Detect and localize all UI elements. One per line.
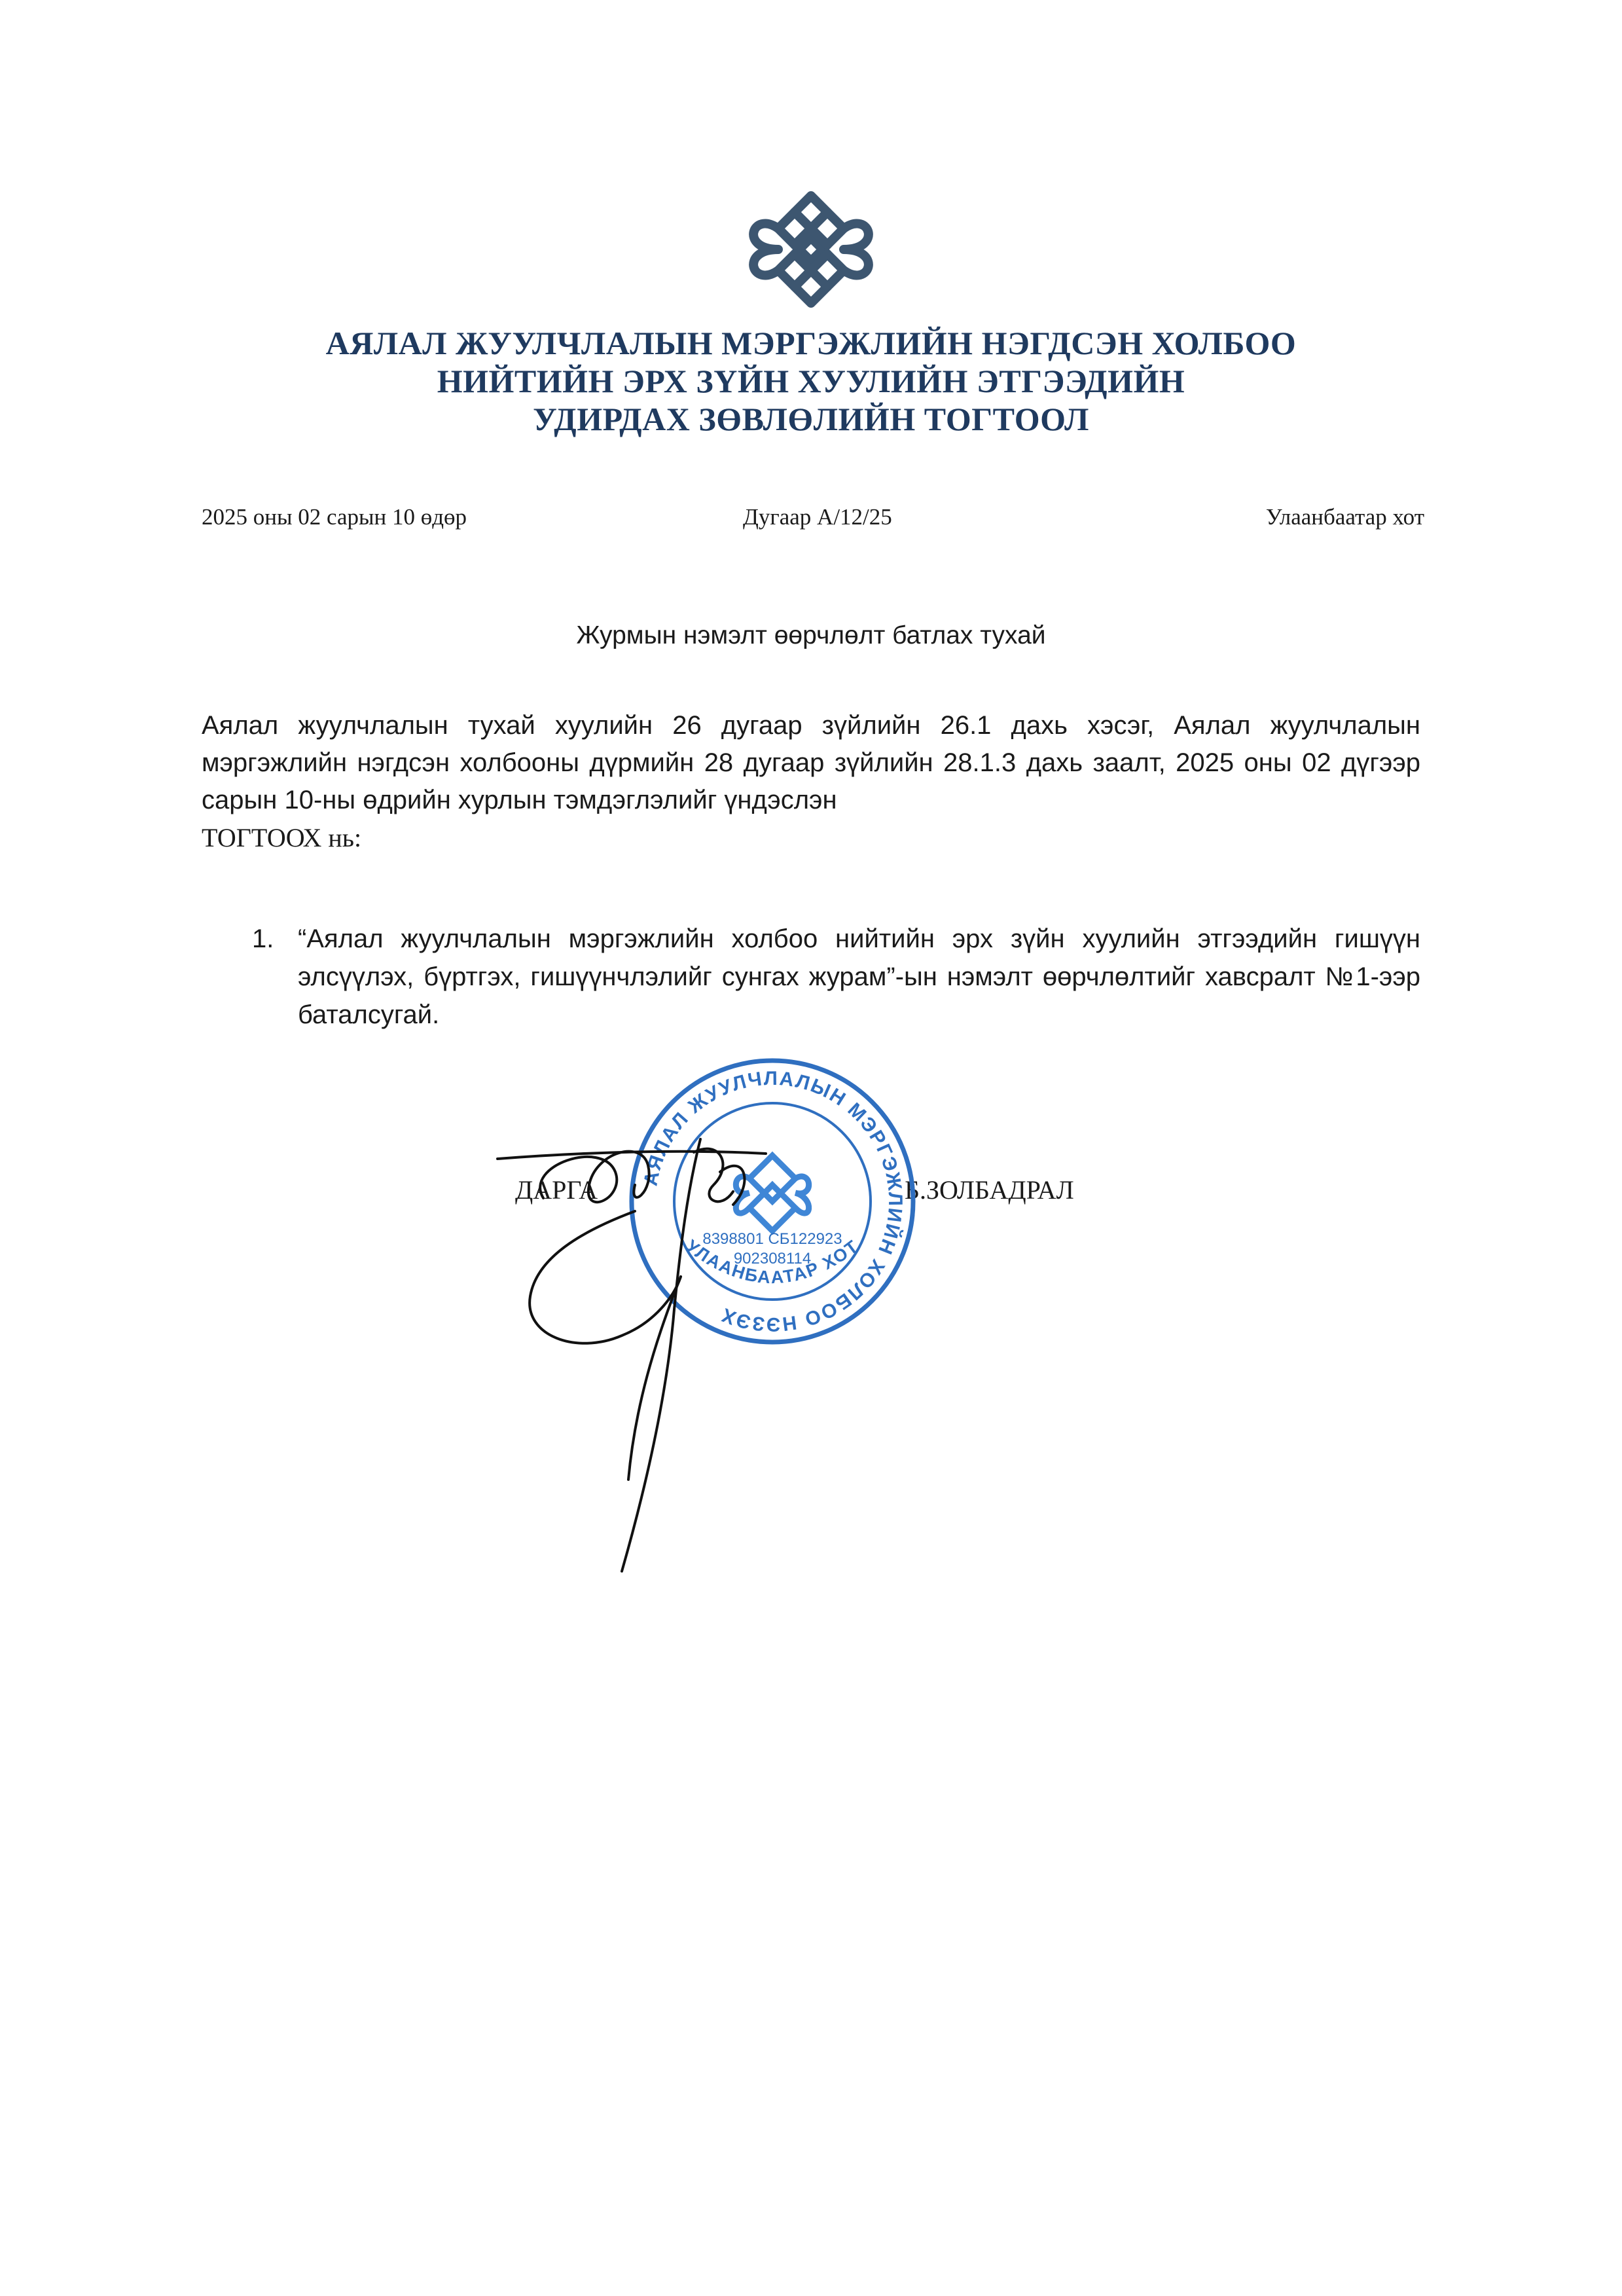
- heading-line-3: УДИРДАХ ЗӨВЛӨЛИЙН ТОГТООЛ: [533, 401, 1089, 437]
- stamp-city-text: УЛААНБААТАР ХОТ: [682, 1235, 863, 1288]
- item-number: 1.: [252, 924, 274, 953]
- stamp-reg-line-2: 902308114: [733, 1250, 812, 1267]
- stamp-ring-text: АЯЛАЛ ЖУУЛЧЛАЛЫН МЭРГЭЖЛИЙН ХОЛБОО НЭЗЭХ: [640, 1067, 907, 1336]
- signatory-name: Б.ЗОЛБАДРАЛ: [905, 1175, 1074, 1205]
- resolution-date: 2025 оны 02 сарын 10 өдөр: [202, 504, 467, 530]
- resolution-item: [252, 920, 1420, 1034]
- official-stamp: [625, 1054, 920, 1349]
- preamble-paragraph: [202, 707, 1420, 857]
- resolution-heading: [196, 324, 1426, 438]
- preamble-closing: ТОГТООХ нь:: [202, 823, 362, 852]
- item-text: “Аялал жуулчлалын мэргэжлийн холбоо нийтийн эрх зүйн хуулийн этгээдийн гишүүн элсүүлэх, бүртгэх, гишүүнчлэлийг сунгах журам”-ын нэмэлт өөрчлөлтийг хавсралт №1-ээр баталсугай.: [298, 924, 1420, 1029]
- resolution-number: Дугаар А/12/25: [743, 504, 892, 530]
- signatory-role: ДАРГА: [515, 1175, 598, 1205]
- stamp-knot-icon: [736, 1156, 808, 1231]
- heading-line-1: АЯЛАЛ ЖУУЛЧЛАЛЫН МЭРГЭЖЛИЙН НЭГДСЭН ХОЛБОО: [325, 325, 1297, 361]
- endless-knot-icon: [732, 184, 890, 315]
- stamp-reg-line-1: 8398801 СБ122923: [702, 1230, 842, 1248]
- preamble-text: Аялал жуулчлалын тухай хуулийн 26 дугаар зүйлийн 26.1 дахь хэсэг, Аялал жуулчлалын мэргэжлийн нэгдсэн холбооны дүрмийн 28 дугаар зүйлийн 28.1.3 дахь заалт, 2025 оны 02 дүгээр сарын 10-ны өдрийн хурлын тэмдэглэлийг үндэслэн: [202, 711, 1420, 814]
- resolution-city: Улаанбаатар хот: [1265, 504, 1424, 530]
- resolution-subject: Журмын нэмэлт өөрчлөлт батлах тухай: [576, 621, 1046, 649]
- heading-line-2: НИЙТИЙН ЭРХ ЗҮЙН ХУУЛИЙН ЭТГЭЭДИЙН: [437, 363, 1185, 399]
